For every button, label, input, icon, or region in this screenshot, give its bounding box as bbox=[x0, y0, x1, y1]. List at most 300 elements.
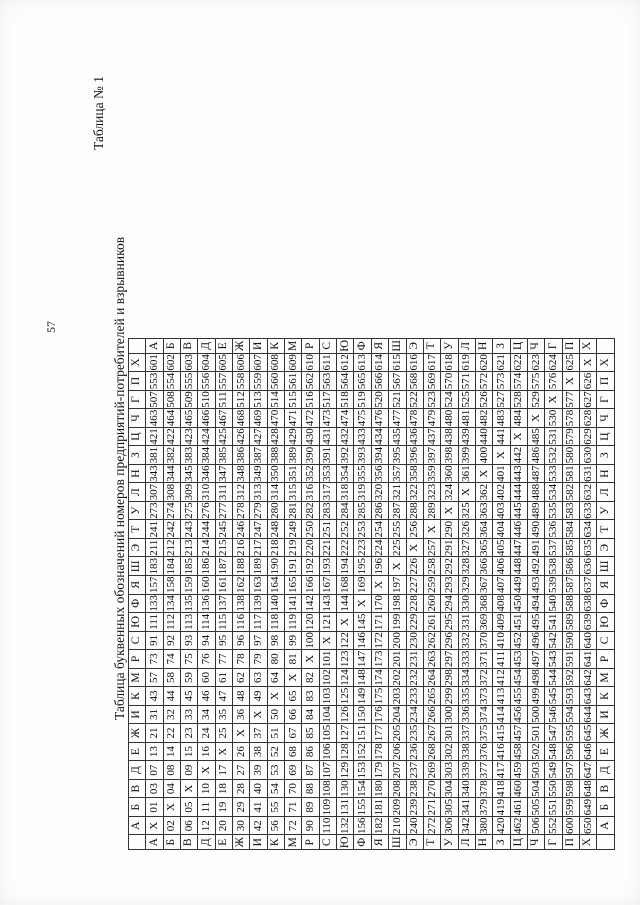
table-cell: 461 bbox=[510, 798, 527, 817]
row-header: У bbox=[441, 339, 458, 354]
column-header: С bbox=[597, 631, 614, 650]
row-header: С bbox=[319, 835, 336, 850]
designation-table bbox=[128, 338, 615, 850]
header-row-bottom bbox=[597, 339, 614, 850]
table-cell: 185 bbox=[181, 557, 198, 576]
table-cell: 47 bbox=[215, 687, 232, 706]
table-cell: 362 bbox=[475, 483, 492, 502]
table-cell: 439 bbox=[458, 427, 475, 446]
column-header: У bbox=[129, 501, 146, 520]
table-cell: 136 bbox=[198, 594, 215, 613]
table-cell: 427 bbox=[250, 427, 267, 446]
table-cell: 154 bbox=[354, 779, 371, 798]
table-cell: 34 bbox=[198, 705, 215, 724]
table-cell: 584 bbox=[562, 520, 579, 539]
row-header: Ц bbox=[510, 835, 527, 850]
table-cell: 569 bbox=[423, 372, 440, 391]
row-header: К bbox=[267, 339, 284, 354]
table-cell: 416 bbox=[493, 742, 510, 761]
table-cell: 469 bbox=[250, 409, 267, 428]
column-header: С bbox=[129, 631, 146, 650]
table-cell: 505 bbox=[527, 798, 544, 817]
table-cell: 203 bbox=[389, 687, 406, 706]
row-header: Е bbox=[215, 835, 232, 850]
table-cell: 484 bbox=[510, 409, 527, 428]
table-cell: 227 bbox=[406, 576, 423, 595]
table-cell: 370 bbox=[475, 631, 492, 650]
table-cell: 294 bbox=[441, 594, 458, 613]
table-cell: 330 bbox=[458, 594, 475, 613]
table-cell: 27 bbox=[233, 761, 250, 780]
table-row bbox=[267, 339, 284, 850]
column-header: И bbox=[129, 705, 146, 724]
table-cell: 63 bbox=[250, 668, 267, 687]
table-cell: 368 bbox=[475, 594, 492, 613]
table-cell: 531 bbox=[545, 427, 562, 446]
row-header: Я bbox=[371, 339, 388, 354]
table-row bbox=[389, 339, 406, 850]
table-cell: 256 bbox=[406, 520, 423, 539]
table-cell: 522 bbox=[406, 390, 423, 409]
table-cell: 450 bbox=[510, 594, 527, 613]
table-cell: 218 bbox=[267, 538, 284, 557]
table-cell: Х bbox=[493, 446, 510, 465]
row-header: Ю bbox=[337, 835, 354, 850]
table-cell: 520 bbox=[371, 390, 388, 409]
table-cell: 140 bbox=[267, 594, 284, 613]
table-cell: 275 bbox=[181, 501, 198, 520]
table-cell: 172 bbox=[371, 631, 388, 650]
table-cell: 123 bbox=[337, 650, 354, 669]
table-cell: 400 bbox=[475, 446, 492, 465]
table-cell: 349 bbox=[250, 464, 267, 483]
table-cell: Х bbox=[215, 742, 232, 761]
table-cell: 619 bbox=[458, 353, 475, 372]
column-header: Г bbox=[129, 390, 146, 409]
table-cell: 191 bbox=[285, 557, 302, 576]
table-cell: 485 bbox=[527, 427, 544, 446]
table-cell: 432 bbox=[337, 427, 354, 446]
row-header: З bbox=[493, 339, 510, 354]
table-cell: 16 bbox=[198, 742, 215, 761]
table-cell: 393 bbox=[354, 446, 371, 465]
table-cell: 240 bbox=[406, 816, 423, 835]
table-cell: 67 bbox=[285, 724, 302, 743]
table-cell: 08 bbox=[163, 761, 180, 780]
table-cell: 501 bbox=[527, 724, 544, 743]
table-cell: 562 bbox=[302, 372, 319, 391]
table-row bbox=[371, 339, 388, 850]
table-row bbox=[510, 339, 527, 850]
table-cell: 186 bbox=[198, 557, 215, 576]
table-cell: 319 bbox=[354, 483, 371, 502]
table-cell: 512 bbox=[233, 390, 250, 409]
table-cell: 636 bbox=[579, 557, 596, 576]
row-header: Ц bbox=[510, 339, 527, 354]
table-cell: 244 bbox=[198, 520, 215, 539]
table-cell: 251 bbox=[319, 520, 336, 539]
table-cell: 214 bbox=[198, 538, 215, 557]
table-cell: 70 bbox=[285, 779, 302, 798]
table-cell: 350 bbox=[267, 464, 284, 483]
table-cell: 45 bbox=[181, 687, 198, 706]
table-cell: 55 bbox=[267, 798, 284, 817]
table-cell: 446 bbox=[510, 520, 527, 539]
table-cell: 615 bbox=[389, 353, 406, 372]
row-header: Р bbox=[302, 339, 319, 354]
table-cell: 429 bbox=[285, 427, 302, 446]
table-cell: 457 bbox=[510, 724, 527, 743]
table-cell: 307 bbox=[146, 483, 163, 502]
table-cell: 557 bbox=[215, 372, 232, 391]
table-cell: 642 bbox=[579, 668, 596, 687]
table-cell: 621 bbox=[493, 353, 510, 372]
table-cell: 31 bbox=[146, 705, 163, 724]
table-cell: 638 bbox=[579, 594, 596, 613]
table-cell: 265 bbox=[423, 687, 440, 706]
table-cell: 232 bbox=[406, 668, 423, 687]
table-cell: 335 bbox=[458, 687, 475, 706]
row-header: Б bbox=[163, 835, 180, 850]
row-header: З bbox=[493, 835, 510, 850]
table-cell: 334 bbox=[458, 668, 475, 687]
row-header: Е bbox=[215, 339, 232, 354]
table-cell: 412 bbox=[493, 668, 510, 687]
table-cell: 553 bbox=[146, 372, 163, 391]
table-cell: 40 bbox=[250, 779, 267, 798]
table-cell: 42 bbox=[250, 816, 267, 835]
table-cell: 524 bbox=[441, 390, 458, 409]
table-cell: 155 bbox=[354, 798, 371, 817]
table-cell: 504 bbox=[527, 779, 544, 798]
table-cell: 68 bbox=[285, 742, 302, 761]
table-cell: 328 bbox=[458, 557, 475, 576]
table-cell: 223 bbox=[354, 538, 371, 557]
table-cell: 589 bbox=[562, 613, 579, 632]
table-cell: 466 bbox=[198, 409, 215, 428]
table-cell: 582 bbox=[562, 483, 579, 502]
table-cell: 169 bbox=[354, 576, 371, 595]
table-cell: 09 bbox=[181, 761, 198, 780]
table-cell: 57 bbox=[146, 668, 163, 687]
table-cell: 537 bbox=[545, 538, 562, 557]
table-cell: 125 bbox=[337, 687, 354, 706]
column-header: Ц bbox=[597, 427, 614, 446]
table-cell: 384 bbox=[198, 446, 215, 465]
table-row bbox=[493, 339, 510, 850]
table-cell: 163 bbox=[250, 576, 267, 595]
table-cell: 420 bbox=[493, 816, 510, 835]
row-header: Б bbox=[163, 339, 180, 354]
table-cell: 445 bbox=[510, 501, 527, 520]
table-cell: 222 bbox=[337, 538, 354, 557]
table-cell: 388 bbox=[267, 446, 284, 465]
table-cell: 333 bbox=[458, 650, 475, 669]
row-header: И bbox=[250, 339, 267, 354]
table-cell: 614 bbox=[371, 353, 388, 372]
table-cell: 46 bbox=[198, 687, 215, 706]
table-cell: 245 bbox=[215, 520, 232, 539]
table-cell: 541 bbox=[545, 613, 562, 632]
table-cell: 338 bbox=[458, 742, 475, 761]
table-cell: 115 bbox=[215, 613, 232, 632]
table-cell: 43 bbox=[146, 687, 163, 706]
table-cell: 249 bbox=[285, 520, 302, 539]
table-row bbox=[181, 339, 198, 850]
table-cell: 116 bbox=[233, 613, 250, 632]
row-header: Р bbox=[302, 835, 319, 850]
table-cell: 366 bbox=[475, 557, 492, 576]
table-cell: 488 bbox=[527, 483, 544, 502]
table-cell: 526 bbox=[475, 390, 492, 409]
table-cell: 316 bbox=[302, 483, 319, 502]
column-header: Ж bbox=[129, 724, 146, 743]
table-cell: 161 bbox=[215, 576, 232, 595]
table-cell: Х bbox=[354, 594, 371, 613]
table-row bbox=[579, 339, 596, 850]
table-cell: 410 bbox=[493, 631, 510, 650]
table-cell: 105 bbox=[319, 724, 336, 743]
table-cell: 643 bbox=[579, 687, 596, 706]
table-cell: 493 bbox=[527, 576, 544, 595]
table-cell: 216 bbox=[233, 538, 250, 557]
table-cell: 157 bbox=[146, 576, 163, 595]
row-header: Д bbox=[198, 835, 215, 850]
table-cell: 528 bbox=[510, 390, 527, 409]
table-cell: 99 bbox=[285, 631, 302, 650]
table-cell: 478 bbox=[406, 409, 423, 428]
table-cell: 197 bbox=[389, 576, 406, 595]
row-header: И bbox=[250, 835, 267, 850]
table-container bbox=[128, 338, 615, 850]
table-cell: Х bbox=[475, 464, 492, 483]
row-header: А bbox=[146, 835, 163, 850]
table-cell: 66 bbox=[285, 705, 302, 724]
table-cell: 177 bbox=[371, 724, 388, 743]
table-cell: 188 bbox=[233, 557, 250, 576]
table-cell: 64 bbox=[267, 668, 284, 687]
table-cell: 633 bbox=[579, 501, 596, 520]
column-header: Я bbox=[129, 576, 146, 595]
table-row bbox=[285, 339, 302, 850]
row-header: Я bbox=[371, 835, 388, 850]
table-cell: 552 bbox=[545, 816, 562, 835]
column-header: В bbox=[597, 779, 614, 798]
table-cell: 01 bbox=[146, 798, 163, 817]
table-cell: 230 bbox=[406, 631, 423, 650]
row-header: Э bbox=[406, 339, 423, 354]
table-cell: 290 bbox=[441, 520, 458, 539]
table-cell: 178 bbox=[371, 742, 388, 761]
table-cell: 371 bbox=[475, 650, 492, 669]
table-cell: 486 bbox=[527, 446, 544, 465]
table-cell: 595 bbox=[562, 724, 579, 743]
table-cell: 585 bbox=[562, 538, 579, 557]
table-cell: 187 bbox=[215, 557, 232, 576]
column-header: З bbox=[597, 446, 614, 465]
table-cell: 600 bbox=[562, 816, 579, 835]
table-cell: 298 bbox=[441, 668, 458, 687]
table-cell: 644 bbox=[579, 705, 596, 724]
table-cell: 132 bbox=[337, 816, 354, 835]
table-cell: 28 bbox=[233, 779, 250, 798]
table-cell: 548 bbox=[545, 742, 562, 761]
table-cell: 12 bbox=[198, 816, 215, 835]
table-cell: Х bbox=[181, 779, 198, 798]
table-cell: Х bbox=[579, 353, 596, 372]
table-cell: 509 bbox=[181, 390, 198, 409]
column-header: У bbox=[597, 501, 614, 520]
column-header: Ж bbox=[597, 724, 614, 743]
table-cell: 56 bbox=[267, 816, 284, 835]
table-cell: 153 bbox=[354, 761, 371, 780]
table-cell: 576 bbox=[545, 372, 562, 391]
table-cell: 391 bbox=[319, 446, 336, 465]
table-cell: 392 bbox=[337, 446, 354, 465]
row-header: Л bbox=[458, 339, 475, 354]
table-cell: Х bbox=[545, 390, 562, 409]
column-header: Т bbox=[129, 520, 146, 539]
table-cell: 60 bbox=[198, 668, 215, 687]
table-cell: 561 bbox=[285, 372, 302, 391]
table-cell: 111 bbox=[146, 613, 163, 632]
table-cell: 200 bbox=[389, 631, 406, 650]
table-cell: 196 bbox=[371, 557, 388, 576]
table-cell: 353 bbox=[319, 464, 336, 483]
column-header: Н bbox=[597, 464, 614, 483]
table-cell: 515 bbox=[285, 390, 302, 409]
table-cell: 401 bbox=[493, 464, 510, 483]
table-cell: 33 bbox=[181, 705, 198, 724]
table-cell: 360 bbox=[441, 464, 458, 483]
table-cell: 605 bbox=[215, 353, 232, 372]
row-header: Ж bbox=[233, 835, 250, 850]
corner-cell bbox=[129, 835, 146, 850]
table-cell: 23 bbox=[181, 724, 198, 743]
row-header: Н bbox=[475, 835, 492, 850]
row-header: Ф bbox=[354, 835, 371, 850]
table-cell: 91 bbox=[146, 631, 163, 650]
table-cell: 159 bbox=[181, 576, 198, 595]
table-cell: 513 bbox=[250, 390, 267, 409]
table-cell: 104 bbox=[319, 705, 336, 724]
row-header: Х bbox=[579, 835, 596, 850]
table-cell: 263 bbox=[423, 650, 440, 669]
table-cell: 71 bbox=[285, 798, 302, 817]
table-cell: 14 bbox=[163, 742, 180, 761]
table-cell: 602 bbox=[163, 353, 180, 372]
table-cell: 270 bbox=[423, 779, 440, 798]
table-cell: 29 bbox=[233, 798, 250, 817]
table-cell: 07 bbox=[146, 761, 163, 780]
table-cell: 164 bbox=[267, 576, 284, 595]
table-cell: 455 bbox=[510, 687, 527, 706]
corner-cell bbox=[597, 835, 614, 850]
table-row bbox=[302, 339, 319, 850]
table-cell: 311 bbox=[215, 483, 232, 502]
table-cell: 477 bbox=[389, 409, 406, 428]
table-row bbox=[423, 339, 440, 850]
table-cell: 236 bbox=[406, 742, 423, 761]
table-cell: 612 bbox=[337, 353, 354, 372]
table-cell: 550 bbox=[545, 779, 562, 798]
column-header: Е bbox=[129, 742, 146, 761]
table-cell: 246 bbox=[233, 520, 250, 539]
table-cell: 110 bbox=[319, 816, 336, 835]
table-cell: 324 bbox=[441, 483, 458, 502]
table-cell: 139 bbox=[250, 594, 267, 613]
column-header: Э bbox=[129, 538, 146, 557]
table-cell: 228 bbox=[406, 594, 423, 613]
table-row bbox=[337, 339, 354, 850]
table-cell: 406 bbox=[493, 557, 510, 576]
row-header: Ф bbox=[354, 339, 371, 354]
table-cell: 624 bbox=[545, 353, 562, 372]
table-cell: 50 bbox=[267, 705, 284, 724]
table-cell: 483 bbox=[493, 409, 510, 428]
table-cell: 145 bbox=[354, 613, 371, 632]
table-cell: 88 bbox=[302, 779, 319, 798]
row-header: Т bbox=[423, 339, 440, 354]
table-cell: 128 bbox=[337, 742, 354, 761]
table-cell: 304 bbox=[441, 779, 458, 798]
table-cell: 323 bbox=[423, 483, 440, 502]
table-cell: 468 bbox=[233, 409, 250, 428]
table-cell: 443 bbox=[510, 464, 527, 483]
table-cell: 282 bbox=[302, 501, 319, 520]
column-header: Р bbox=[597, 650, 614, 669]
column-header: Ф bbox=[597, 594, 614, 613]
table-cell: 48 bbox=[233, 687, 250, 706]
table-cell: 135 bbox=[181, 594, 198, 613]
table-cell: 06 bbox=[181, 816, 198, 835]
table-cell: 611 bbox=[319, 353, 336, 372]
table-cell: Х bbox=[250, 705, 267, 724]
table-cell: Х bbox=[163, 798, 180, 817]
table-cell: 341 bbox=[458, 798, 475, 817]
table-cell: 453 bbox=[510, 650, 527, 669]
table-cell: 329 bbox=[458, 576, 475, 595]
column-header: М bbox=[597, 668, 614, 687]
table-cell: 532 bbox=[545, 446, 562, 465]
table-cell: 18 bbox=[215, 779, 232, 798]
table-cell: 430 bbox=[302, 427, 319, 446]
table-cell: 258 bbox=[423, 557, 440, 576]
row-header: М bbox=[285, 835, 302, 850]
table-cell: 389 bbox=[285, 446, 302, 465]
column-header: К bbox=[597, 687, 614, 706]
column-header: Е bbox=[597, 742, 614, 761]
table-cell: 449 bbox=[510, 576, 527, 595]
table-cell: 551 bbox=[545, 798, 562, 817]
table-cell: 97 bbox=[250, 631, 267, 650]
table-cell: 380 bbox=[475, 816, 492, 835]
table-cell: 81 bbox=[285, 650, 302, 669]
row-header: В bbox=[181, 835, 198, 850]
table-cell: 44 bbox=[163, 687, 180, 706]
table-cell: 436 bbox=[406, 427, 423, 446]
table-cell: 407 bbox=[493, 576, 510, 595]
table-cell: 498 bbox=[527, 668, 544, 687]
table-cell: 231 bbox=[406, 650, 423, 669]
table-cell: 558 bbox=[233, 372, 250, 391]
table-cell: 475 bbox=[354, 409, 371, 428]
table-cell: 131 bbox=[337, 798, 354, 817]
table-cell: 428 bbox=[267, 427, 284, 446]
table-cell: 134 bbox=[163, 594, 180, 613]
table-cell: 351 bbox=[285, 464, 302, 483]
table-cell: 280 bbox=[267, 501, 284, 520]
